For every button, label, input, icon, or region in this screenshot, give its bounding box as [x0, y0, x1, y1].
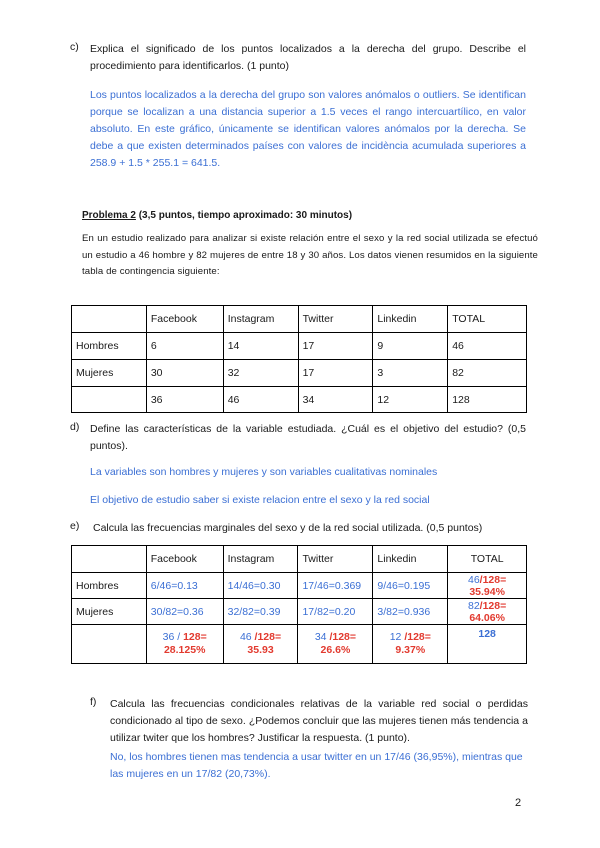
- table-cell: 30/82=0.36: [146, 599, 223, 625]
- total-numerator: 46: [467, 573, 480, 586]
- table-cell: 9: [373, 333, 448, 360]
- table-cell: [72, 546, 147, 573]
- marginal-numerator: 46: [239, 631, 255, 643]
- table-header: Linkedin: [373, 546, 448, 573]
- table-header-row: [72, 306, 527, 333]
- contingency-table: [71, 305, 527, 413]
- table-row: [72, 333, 527, 360]
- table-cell: 30: [146, 360, 223, 387]
- table-cell: 14: [223, 333, 298, 360]
- table-header: Twitter: [298, 306, 373, 333]
- marginal-denominator: 128=: [183, 631, 207, 643]
- table-cell: 3: [373, 360, 448, 387]
- table-row: [72, 387, 527, 413]
- table-cell: 3/82=0.936: [373, 599, 448, 625]
- table-row: [72, 573, 527, 599]
- question-c-answer: Los puntos localizados a la derecha del grupo son valores anómalos o outliers. Se identifican porque se localizan a una distancia superior a 1.5 veces el rango intercuartílico, en valor absoluto. En este gráfico, únicamente se identifican valores anómalos por la derecha. Se debe a que existen determinados países con valores de incidència acumulada superiores a 258.9 + 1.5 * 255.1 = 641.5.: [90, 89, 526, 169]
- table-cell: 36: [146, 387, 223, 413]
- table-header: Linkedin: [373, 306, 448, 333]
- table-header: TOTAL: [448, 306, 527, 333]
- question-e-text: Calcula las frecuencias marginales del sexo y de la red social utilizada. (0,5 puntos): [93, 522, 483, 534]
- marginal-denominator: /128=: [329, 631, 357, 643]
- question-c-text: Explica el significado de los puntos localizados a la derecha del grupo. Describe el procedimiento para identificarlos. (1 punto): [90, 43, 526, 72]
- table-row: [72, 625, 527, 664]
- table-header: Instagram: [223, 306, 298, 333]
- row-label: Hombres: [72, 333, 147, 360]
- marginal-frequency-table: [71, 545, 527, 664]
- table-cell: 46: [223, 387, 298, 413]
- marginal-denominator: /128=: [254, 631, 282, 643]
- table-cell: 46: [448, 333, 527, 360]
- question-c-letter: c): [70, 41, 79, 53]
- table-cell-marginal: [146, 625, 223, 664]
- marginal-denominator: /128=: [404, 631, 431, 643]
- row-label: [72, 387, 147, 413]
- table-cell: [72, 625, 147, 664]
- table-header: Facebook: [146, 546, 223, 573]
- marginal-numerator: 36 /: [162, 631, 184, 643]
- table-cell: 32/82=0.39: [223, 599, 298, 625]
- table-cell-marginal: [223, 625, 298, 664]
- table-row: [72, 599, 527, 625]
- total-numerator: 82: [467, 599, 480, 612]
- table-header: TOTAL: [448, 546, 527, 573]
- table-cell: 17/46=0.369: [298, 573, 373, 599]
- table-cell-total: [448, 573, 527, 599]
- table-header-row: [72, 546, 527, 573]
- question-d-letter: d): [70, 421, 80, 433]
- table-cell: 17/82=0.20: [298, 599, 373, 625]
- problem-2-heading: [82, 210, 352, 221]
- marginal-numerator: 34: [314, 631, 330, 643]
- table-row: [72, 360, 527, 387]
- question-d-answer-2: El objetivo de estudio saber si existe relacion entre el sexo y la red social: [90, 494, 430, 506]
- question-f-answer: No, los hombres tienen mas tendencia a usar twitter en un 17/46 (36,95%), mientras que las mujeres en un 17/82 (20,73%).: [110, 751, 523, 780]
- problem-2-subtitle: (3,5 puntos, tiempo aproximado: 30 minutos): [135, 210, 353, 221]
- table-cell: 34: [298, 387, 373, 413]
- row-label: Hombres: [72, 573, 147, 599]
- marginal-percent: 28.125%: [163, 644, 206, 656]
- question-e-letter: e): [70, 520, 80, 532]
- total-fraction: /128= 64.06%: [469, 599, 507, 624]
- table-cell: 32: [223, 360, 298, 387]
- table-cell-marginal: [298, 625, 373, 664]
- question-f-letter: f): [90, 696, 97, 708]
- table-cell: 9/46=0.195: [373, 573, 448, 599]
- table-header: Twitter: [298, 546, 373, 573]
- table-cell-total: [448, 599, 527, 625]
- table-cell: 14/46=0.30: [223, 573, 298, 599]
- question-d-answer-1: La variables son hombres y mujeres y son variables cualitativas nominales: [90, 466, 438, 478]
- table-cell: 82: [448, 360, 527, 387]
- marginal-percent: 35.93: [247, 644, 274, 656]
- marginal-percent: 9.37%: [395, 644, 426, 656]
- page-number: 2: [515, 797, 522, 809]
- table-cell-marginal: [373, 625, 448, 664]
- question-d-text: Define las características de la variable estudiada. ¿Cuál es el objetivo del estudio? (0,5 puntos).: [90, 423, 526, 452]
- table-cell: 6/46=0.13: [146, 573, 223, 599]
- table-cell: 6: [146, 333, 223, 360]
- table-cell: 128: [448, 387, 527, 413]
- row-label: Mujeres: [72, 360, 147, 387]
- marginal-numerator: 12: [389, 631, 405, 643]
- total-fraction: /128= 35.94%: [469, 573, 507, 598]
- marginal-percent: 26.6%: [320, 644, 351, 656]
- problem-2-intro: En un estudio realizado para analizar si existe relación entre el sexo y la red social utilizada se efectuó un estudio a 46 hombre y 82 mujeres de entre 18 y 30 años. Los datos vienen resumidos en la siguiente tabla de contingencia siguiente:: [82, 233, 538, 277]
- problem-2-title: Problema 2: [82, 210, 136, 221]
- table-cell: 17: [298, 333, 373, 360]
- grand-total: 128: [448, 625, 527, 664]
- table-cell: 12: [373, 387, 448, 413]
- row-label: Mujeres: [72, 599, 147, 625]
- question-f-text: Calcula las frecuencias condicionales relativas de la variable red social o perdidas condicionado al tipo de sexo. ¿Podemos concluir que las mujeres tienen más tendencia a utilizar twiter que los hombres? Justificar la respuesta. (1 punto).: [110, 698, 528, 744]
- table-header: Instagram: [223, 546, 298, 573]
- table-cell: 17: [298, 360, 373, 387]
- table-cell: [72, 306, 147, 333]
- table-header: Facebook: [146, 306, 223, 333]
